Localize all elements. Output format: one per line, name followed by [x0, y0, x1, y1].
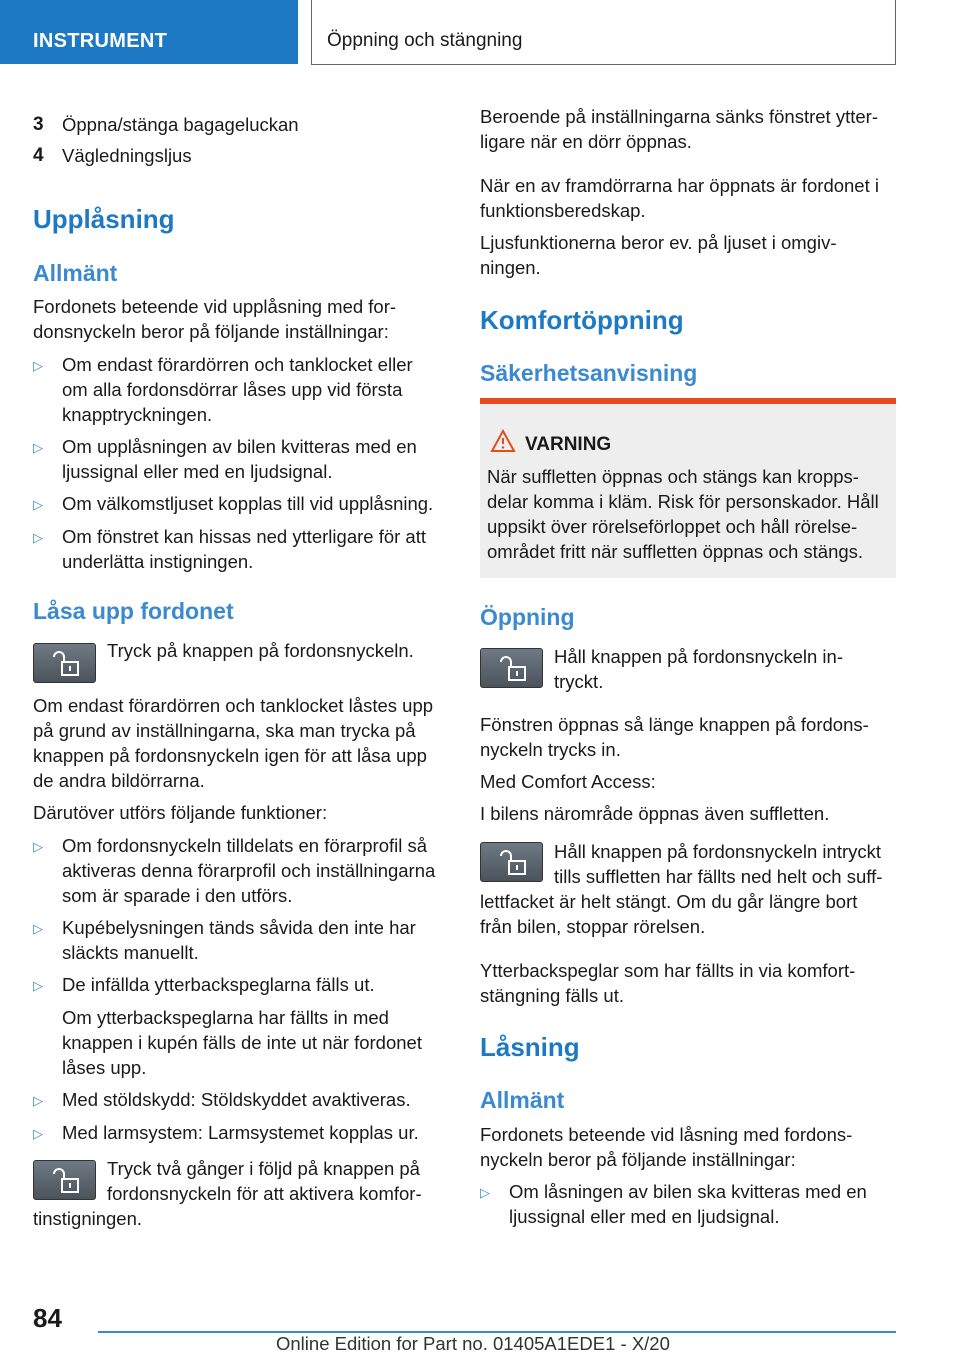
paragraph-line: Håll knappen på fordonsnyckeln in-	[554, 646, 843, 667]
paragraph-line: donsnyckeln beror på följande inställningar:	[33, 321, 389, 342]
bullet-line: ljussignal eller med en ljudsignal.	[62, 461, 333, 482]
warning-line: uppsikt över rörelseförloppet och håll rörelse-	[487, 516, 858, 537]
warning-box	[480, 398, 896, 578]
triangle-bullet-icon: ▷	[33, 1093, 43, 1108]
paragraph-line: på grund av inställningarna, ska man trycka på	[33, 720, 416, 741]
paragraph-line: ligare när en dörr öppnas.	[480, 131, 692, 152]
triangle-bullet-icon: ▷	[33, 497, 43, 512]
page-number: 84	[33, 1303, 62, 1333]
paragraph-line: lettfacket är helt stängt. Om du går längre bort	[480, 891, 858, 912]
note-line: knappen i kupén fälls de inte ut när fordonet	[62, 1032, 422, 1053]
heading-opening: Öppning	[480, 604, 575, 630]
triangle-bullet-icon: ▷	[33, 1126, 43, 1141]
section-tab	[0, 0, 298, 64]
warning-title: VARNING	[525, 434, 612, 455]
list-number: 3	[33, 114, 44, 135]
unlock-key-icon	[480, 648, 543, 688]
paragraph-line: fordonsnyckeln för att aktivera komfor-	[107, 1183, 422, 1204]
paragraph-line: ningen.	[480, 257, 541, 278]
triangle-bullet-icon: ▷	[33, 921, 43, 936]
paragraph-line: Håll knappen på fordonsnyckeln intryckt	[554, 841, 882, 862]
heading-locking: Låsning	[480, 1032, 580, 1062]
bullet-line: Kupébelysningen tänds såvida den inte har	[62, 917, 416, 938]
warning-line: delar komma i kläm. Risk för personskador. Håll	[487, 491, 879, 512]
bullet-line: Om upplåsningen av bilen kvitteras med en	[62, 436, 417, 457]
bullet-line: knapptryckningen.	[62, 404, 213, 425]
paragraph-line: stängning fälls ut.	[480, 985, 624, 1006]
paragraph-line: de andra bildörrarna.	[33, 770, 205, 791]
paragraph-line: Ytterbackspeglar som har fällts in via komfort-	[480, 960, 856, 981]
section-title: INSTRUMENT	[33, 30, 168, 52]
paragraph-line: tinstigningen.	[33, 1208, 143, 1229]
paragraph-line: nyckeln beror på följande inställningar:	[480, 1149, 796, 1170]
triangle-bullet-icon: ▷	[480, 1185, 490, 1200]
paragraph-line: Om endast förardörren och tanklocket låstes upp	[33, 695, 434, 716]
paragraph-line: funktionsberedskap.	[480, 200, 646, 221]
paragraph-line: från bilen, stoppar rörelsen.	[480, 916, 706, 937]
chapter-tab	[311, 0, 896, 65]
bullet-line: Med stöldskydd: Stöldskyddet avaktiveras.	[62, 1089, 411, 1110]
bullet-line: Om fönstret kan hissas ned ytterligare för att	[62, 526, 426, 547]
paragraph-line: Fönstren öppnas så länge knappen på fordons-	[480, 714, 869, 735]
paragraph-line: nyckeln trycks in.	[480, 739, 621, 760]
bullet-line: Om fordonsnyckeln tilldelats en förarprofil så	[62, 835, 428, 856]
paragraph-line: Fordonets beteende vid upplåsning med for-	[33, 296, 397, 317]
bullet-line: aktiveras denna förarprofil och inställningarna	[62, 860, 436, 881]
unlock-key-icon	[33, 643, 96, 683]
warning-line: När suffletten öppnas och stängs kan kropps-	[487, 466, 859, 487]
triangle-bullet-icon: ▷	[33, 440, 43, 455]
triangle-bullet-icon: ▷	[33, 839, 43, 854]
paragraph-line: När en av framdörrarna har öppnats är fordonet i	[480, 175, 879, 196]
footer-edition: Online Edition for Part no. 01405A1EDE1 - X/20	[276, 1333, 670, 1354]
chapter-title: Öppning och stängning	[327, 30, 523, 51]
note-line: låses upp.	[62, 1057, 147, 1078]
triangle-bullet-icon: ▷	[33, 978, 43, 993]
heading-unlock: Upplåsning	[33, 204, 175, 234]
paragraph-line: Därutöver utförs följande funktioner:	[33, 802, 328, 823]
heading-safety: Säkerhetsanvisning	[480, 360, 698, 386]
bullet-line: som är sparade i den utförs.	[62, 885, 293, 906]
triangle-bullet-icon: ▷	[33, 530, 43, 545]
list-item: Vägledningsljus	[62, 145, 192, 166]
heading-comfort-opening: Komfortöppning	[480, 305, 684, 335]
unlock-key-icon	[480, 842, 543, 882]
bullet-line: Om välkomstljuset kopplas till vid upplåsning.	[62, 493, 434, 514]
list-item: Öppna/stänga bagageluckan	[62, 114, 299, 135]
bullet-line: De infällda ytterbackspeglarna fälls ut.	[62, 974, 375, 995]
warning-line: området fritt när suffletten öppnas och stängs.	[487, 541, 864, 562]
bullet-line: Om endast förardörren och tanklocket eller	[62, 354, 413, 375]
bullet-line: underlätta instigningen.	[62, 551, 254, 572]
paragraph-line: Tryck på knappen på fordonsnyckeln.	[107, 640, 414, 661]
paragraph-line: tryckt.	[554, 671, 604, 692]
bullet-line: Med larmsystem: Larmsystemet kopplas ur.	[62, 1122, 419, 1143]
paragraph-line: knappen på fordonsnyckeln igen för att låsa upp	[33, 745, 427, 766]
unlock-key-icon	[33, 1160, 96, 1200]
heading-general-lock: Allmänt	[480, 1087, 565, 1113]
heading-general: Allmänt	[33, 260, 118, 286]
paragraph-line: Tryck två gånger i följd på knappen på	[107, 1158, 420, 1179]
triangle-bullet-icon: ▷	[33, 358, 43, 373]
paragraph-line: Med Comfort Access:	[480, 771, 656, 792]
warning-triangle-icon	[490, 429, 516, 453]
paragraph-line: Fordonets beteende vid låsning med fordons-	[480, 1124, 853, 1145]
list-number: 4	[33, 145, 44, 166]
heading-unlock-vehicle: Låsa upp fordonet	[33, 598, 234, 624]
paragraph-line: Beroende på inställningarna sänks fönstret ytter-	[480, 106, 878, 127]
bullet-line: om alla fordonsdörrar låses upp vid första	[62, 379, 403, 400]
paragraph-line: I bilens närområde öppnas även suffletten.	[480, 803, 830, 824]
bullet-line: släckts manuellt.	[62, 942, 199, 963]
bullet-line: ljussignal eller med en ljudsignal.	[509, 1206, 780, 1227]
note-line: Om ytterbackspeglarna har fällts in med	[62, 1007, 389, 1028]
bullet-line: Om låsningen av bilen ska kvitteras med en	[509, 1181, 867, 1202]
paragraph-line: Ljusfunktionerna beror ev. på ljuset i omgiv-	[480, 232, 837, 253]
paragraph-line: tills suffletten har fällts ned helt och suff-	[554, 866, 883, 887]
